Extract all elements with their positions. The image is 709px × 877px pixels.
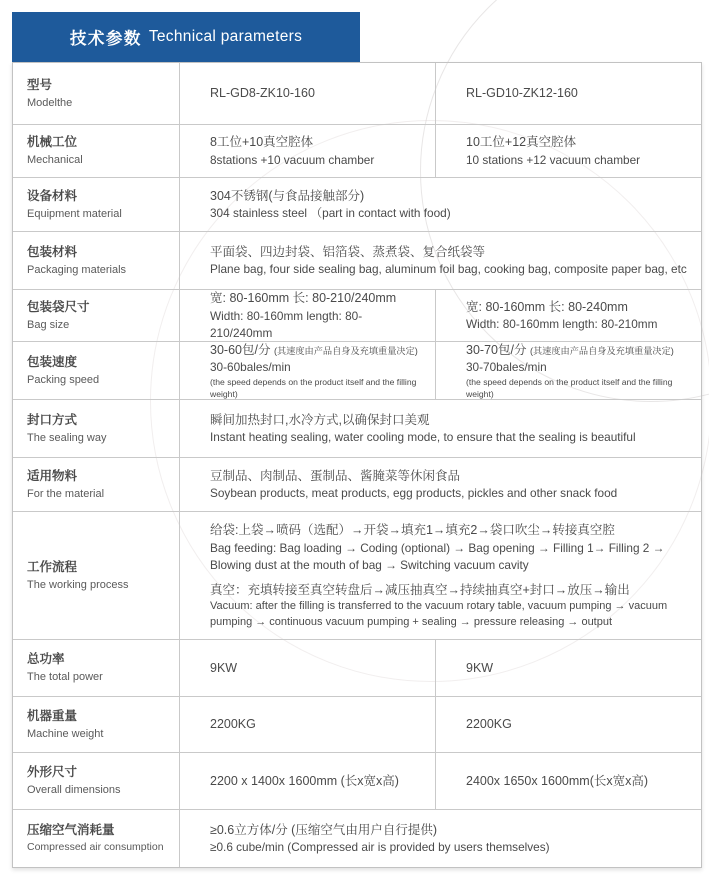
- table-row-bag-size: [13, 290, 701, 342]
- row-label-en: Bag size: [27, 318, 70, 331]
- value-cell-machine-weight-1: [179, 697, 435, 752]
- process-bag-feeding-en: Bag feeding: Bag loading → Coding (optional) → Bag opening → Filling 1→ Filling 2 → Blowing dust at the mouth of bag → Switching vacuum cavity: [210, 540, 665, 572]
- process-vacuum-en: Vacuum: after the filling is transferred to the vacuum rotary table, vacuum pumping → vacuum pumping → continuous vacuum pumping + sealing → pressure releasing → output: [210, 600, 668, 628]
- process-vacuum-zh: 真空：充填转接至真空转盘后→减压抽真空→持续抽真空+封口→放压→输出: [210, 582, 630, 597]
- section-title-bar: [12, 12, 360, 62]
- row-label-zh: 包装袋尺寸: [27, 299, 90, 314]
- row-label-cell: [13, 810, 179, 867]
- row-label-zh: 包装速度: [27, 354, 78, 369]
- model-value-1: RL-GD8-ZK10-160: [210, 86, 315, 101]
- speed-note-en: (the speed depends on the product itself and the filling weight): [210, 377, 417, 400]
- row-label-cell: [13, 512, 179, 639]
- table-row-working-process: [13, 512, 701, 640]
- value-line: 宽: 80-160mm 长: 80-240mm: [466, 299, 628, 314]
- table-row-applicable-material: [13, 458, 701, 512]
- value-cell-mechanical-1: [179, 125, 435, 177]
- row-label-en: The working process: [27, 578, 129, 591]
- row-label-cell: [13, 400, 179, 457]
- value-cell-compressed-air: [179, 810, 701, 867]
- row-label-en: The sealing way: [27, 431, 107, 444]
- row-label-zh: 机器重量: [27, 708, 78, 723]
- row-label-zh: 机械工位: [27, 135, 78, 150]
- value-line: 30-70bales/min: [466, 360, 547, 375]
- value-line: [210, 341, 423, 360]
- table-row-sealing-way: [13, 400, 701, 458]
- row-label-cell: [13, 342, 179, 399]
- table-row-total-power: [13, 640, 701, 697]
- value-line: 9KW: [466, 660, 494, 675]
- row-label-en: Packing speed: [27, 373, 100, 386]
- table-row-machine-weight: [13, 697, 701, 753]
- value-cell-working-process: [179, 512, 701, 639]
- value-cell-model-2: [435, 63, 701, 124]
- value-cell-sealing-way: [179, 400, 701, 457]
- row-label-cell: [13, 290, 179, 341]
- row-label-en: Modelthe: [27, 96, 73, 109]
- value-line: 30-60bales/min: [210, 360, 291, 375]
- technical-parameters-table: [12, 62, 702, 868]
- row-label-cell: [13, 232, 179, 289]
- row-label-zh: 包装材料: [27, 244, 78, 259]
- value-line: 瞬间加热封口,水冷方式,以确保封口美观: [210, 412, 430, 427]
- value-cell-machine-weight-2: [435, 697, 701, 752]
- value-line: Plane bag, four side sealing bag, aluminum foil bag, cooking bag, composite paper bag, etc: [210, 262, 687, 277]
- row-label-cell: [13, 458, 179, 511]
- row-label-en: For the material: [27, 487, 105, 500]
- row-label-cell: [13, 178, 179, 231]
- process-bag-feeding-zh: 给袋:上袋→喷码（选配）→开袋→填充1→填充2→袋口吹尘→转接真空腔: [210, 522, 615, 537]
- speed-note-en: (the speed depends on the product itself and the filling weight): [466, 377, 673, 400]
- value-line: 304 stainless steel （part in contact with food): [210, 206, 451, 221]
- value-line: 8stations +10 vacuum chamber: [210, 152, 375, 167]
- row-label-zh: 总功率: [27, 652, 65, 667]
- value-cell-total-power-2: [435, 640, 701, 696]
- value-line: Width: 80-160mm length: 80-210mm: [466, 317, 658, 332]
- row-label-zh: 型号: [27, 77, 53, 92]
- value-line: 304不锈钢(与食品接触部分): [210, 188, 365, 203]
- value-cell-bag-size-2: [435, 290, 701, 341]
- value-line: 豆制品、肉制品、蛋制品、酱腌菜等休闲食品: [210, 468, 461, 483]
- value-line: Width: 80-160mm length: 80-210/240mm: [210, 308, 363, 340]
- value-line: 2200 x 1400x 1600mm (长x宽x高): [210, 773, 399, 788]
- table-row-mechanical: [13, 125, 701, 178]
- value-line: ≥0.6 cube/min (Compressed air is provided by users themselves): [210, 840, 550, 855]
- value-cell-dimensions-1: [179, 753, 435, 809]
- value-line: [466, 341, 689, 360]
- section-title-en: Technical parameters: [148, 28, 303, 45]
- value-line: 8工位+10真空腔体: [210, 135, 314, 150]
- value-cell-dimensions-2: [435, 753, 701, 809]
- row-label-zh: 设备材料: [27, 188, 78, 203]
- table-row-model: [13, 63, 701, 125]
- value-line: 9KW: [210, 660, 238, 675]
- value-cell-total-power-1: [179, 640, 435, 696]
- row-label-zh: 封口方式: [27, 412, 78, 427]
- value-line: 平面袋、四边封袋、铝箔袋、蒸煮袋、复合纸袋等: [210, 244, 486, 259]
- row-label-en: Compressed air consumption: [27, 841, 164, 854]
- row-label-cell: [13, 753, 179, 809]
- table-row-overall-dimensions: [13, 753, 701, 810]
- table-row-packing-speed: [13, 342, 701, 400]
- speed-note-zh: (其速度由产品自身及充填重量决定): [273, 345, 418, 356]
- row-label-en: Packaging materials: [27, 263, 127, 276]
- value-cell-packaging-materials: [179, 232, 701, 289]
- value-line: ≥0.6立方体/分 (压缩空气由用户自行提供): [210, 822, 438, 837]
- value-cell-applicable-material: [179, 458, 701, 511]
- table-row-compressed-air: [13, 810, 701, 867]
- row-label-cell: [13, 125, 179, 177]
- model-value-2: RL-GD10-ZK12-160: [466, 86, 578, 101]
- value-cell-packing-speed-1: [179, 342, 435, 399]
- row-label-cell: [13, 640, 179, 696]
- value-line: Soybean products, meat products, egg products, pickles and other snack food: [210, 486, 618, 501]
- value-line: 10工位+12真空腔体: [466, 135, 577, 150]
- value-line: Instant heating sealing, water cooling mode, to ensure that the sealing is beautiful: [210, 430, 636, 445]
- row-label-cell: [13, 63, 179, 124]
- row-label-en: Mechanical: [27, 154, 83, 167]
- value-cell-model-1: [179, 63, 435, 124]
- value-cell-packing-speed-2: [435, 342, 701, 399]
- value-line: 2200KG: [210, 717, 256, 732]
- row-label-en: The total power: [27, 671, 103, 684]
- speed-note-zh: (其速度由产品自身及充填重量决定): [529, 345, 674, 356]
- row-label-en: Equipment material: [27, 207, 122, 220]
- value-cell-equipment-material: [179, 178, 701, 231]
- value-line: 2200KG: [466, 717, 512, 732]
- speed-main: 30-60包/分: [210, 342, 271, 357]
- value-line: 2400x 1650x 1600mm(长x宽x高): [466, 773, 649, 788]
- value-cell-bag-size-1: [179, 290, 435, 341]
- table-row-equipment-material: [13, 178, 701, 232]
- row-label-zh: 适用物料: [27, 468, 78, 483]
- row-label-cell: [13, 697, 179, 752]
- value-line: 宽: 80-160mm 长: 80-210/240mm: [210, 291, 397, 306]
- speed-main: 30-70包/分: [466, 342, 527, 357]
- row-label-zh: 压缩空气消耗量: [27, 822, 115, 837]
- table-row-packaging-materials: [13, 232, 701, 290]
- value-line: 10 stations +12 vacuum chamber: [466, 152, 641, 167]
- section-title-zh: 技术参数: [69, 30, 142, 48]
- value-cell-mechanical-2: [435, 125, 701, 177]
- row-label-en: Machine weight: [27, 727, 104, 740]
- row-label-zh: 工作流程: [27, 559, 78, 574]
- row-label-zh: 外形尺寸: [27, 765, 78, 780]
- row-label-en: Overall dimensions: [27, 784, 121, 797]
